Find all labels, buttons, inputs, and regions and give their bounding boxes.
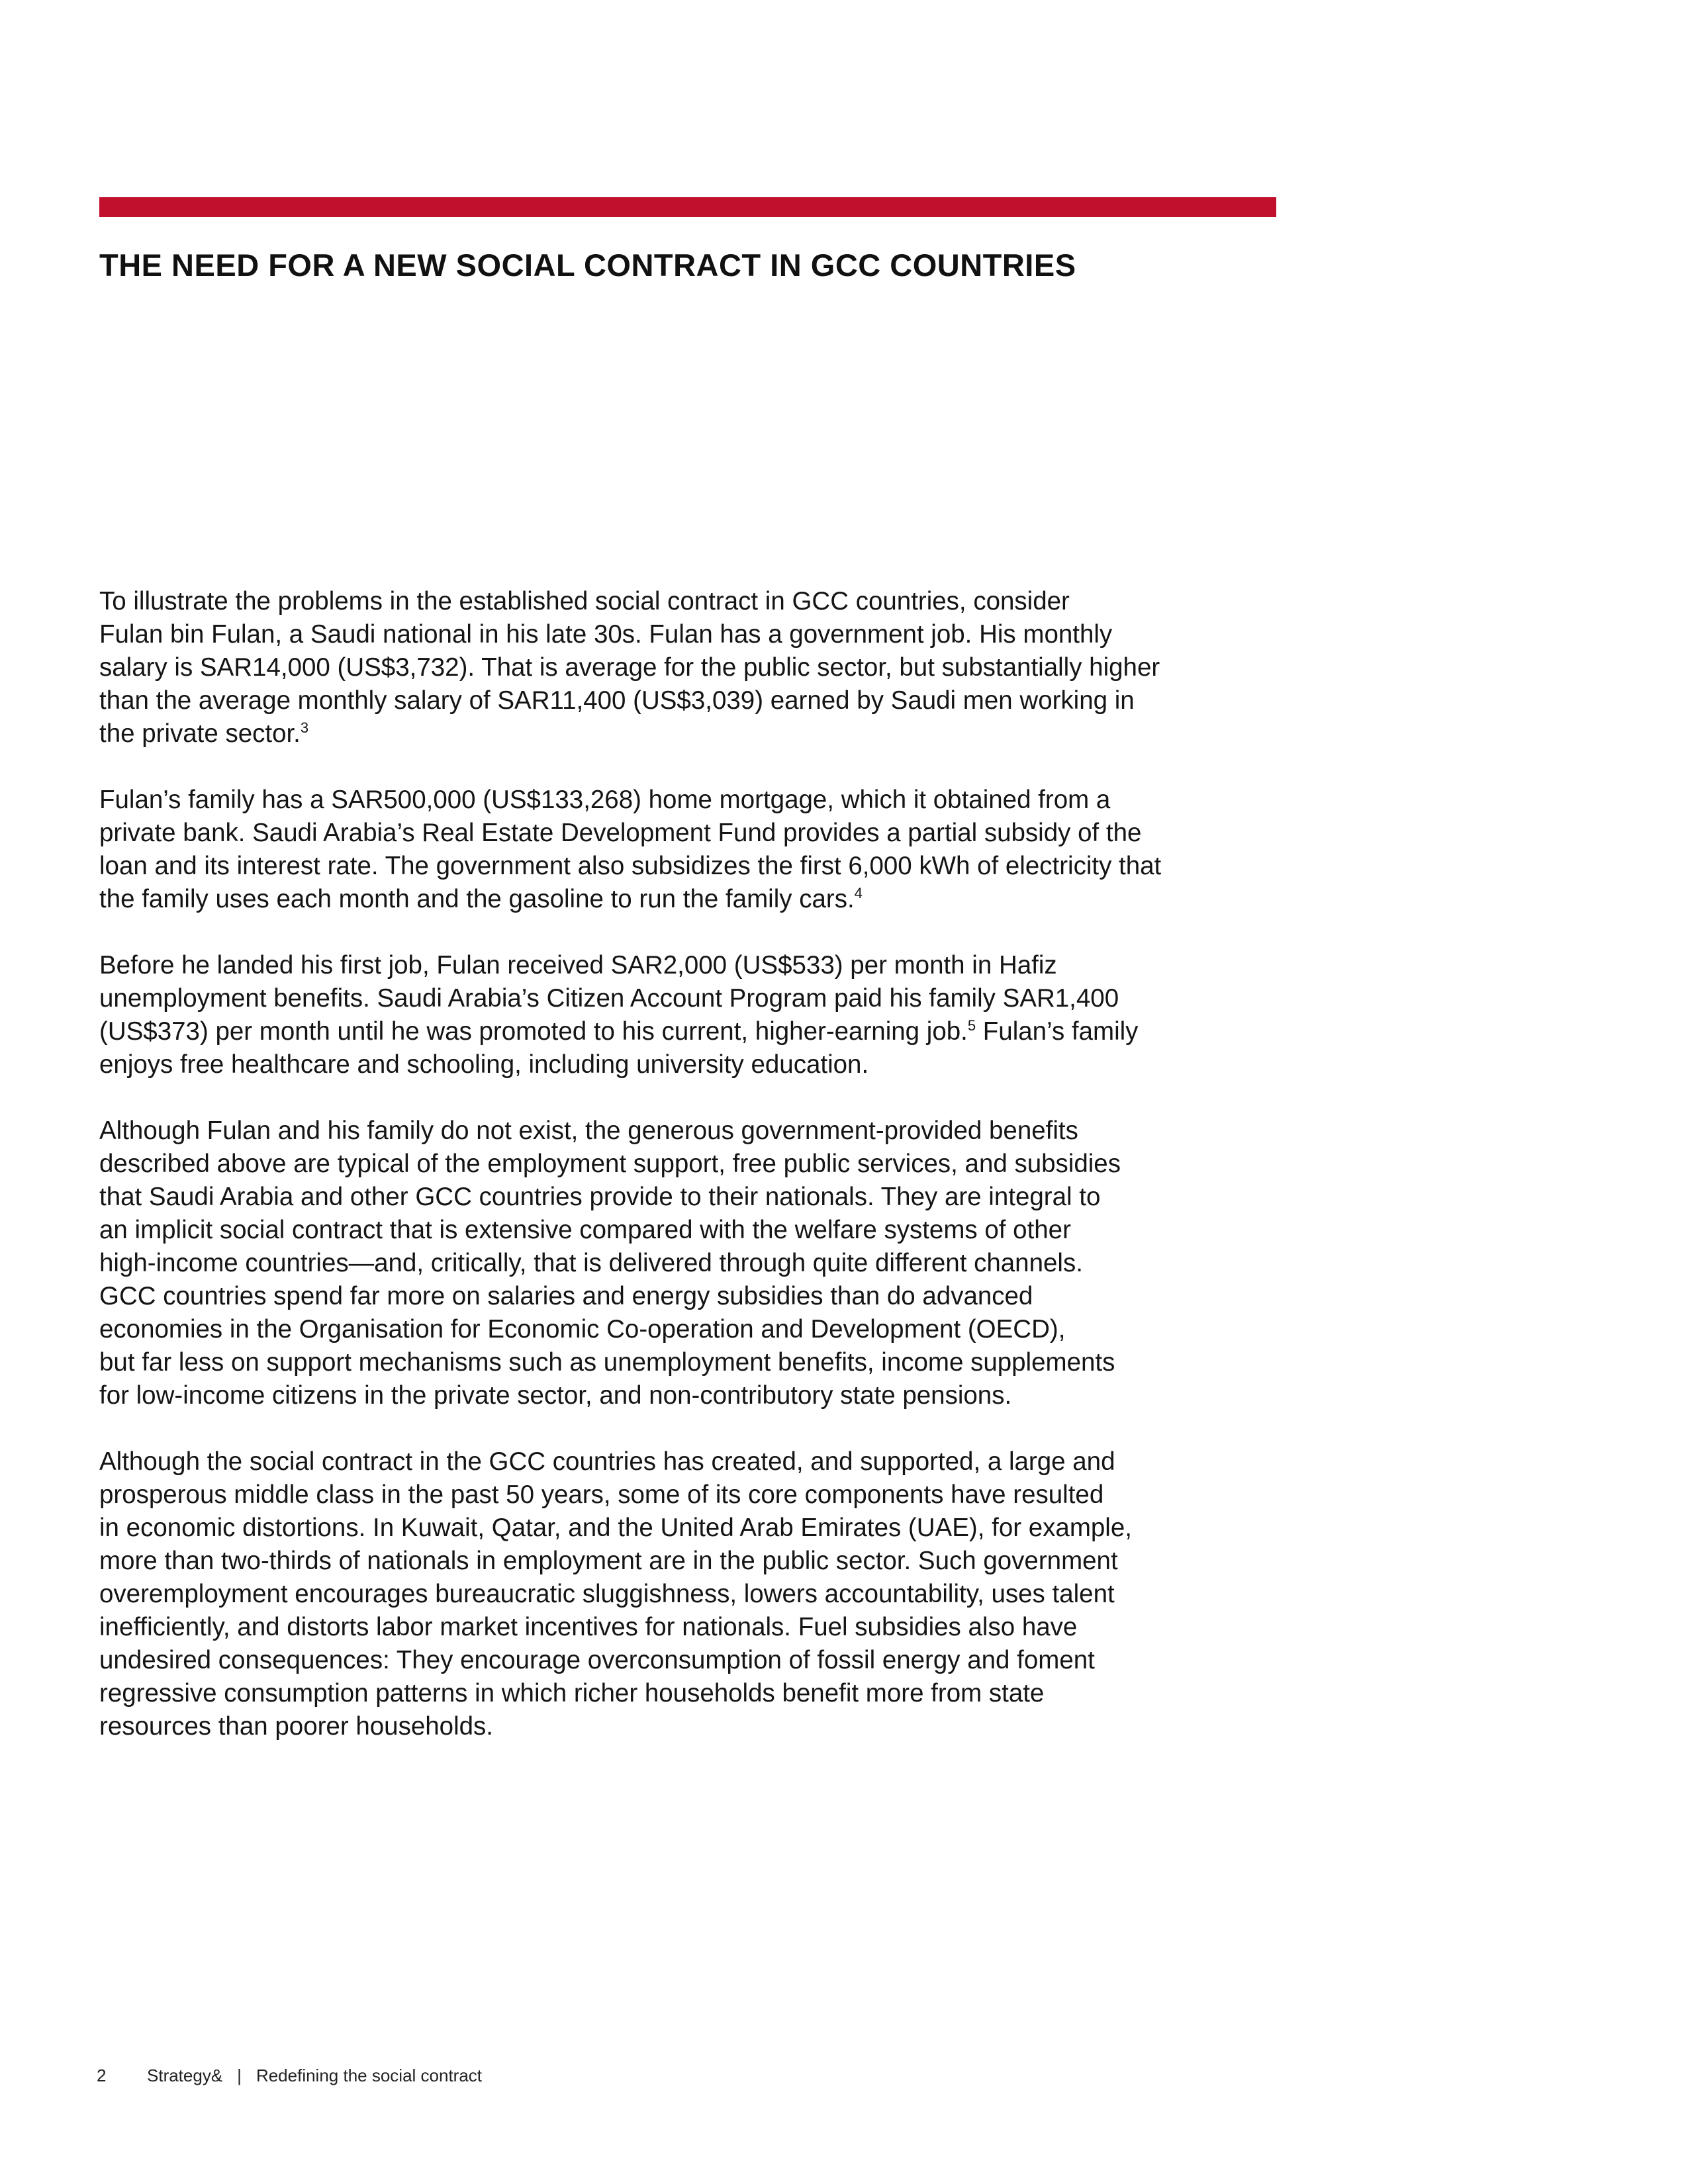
paragraph-line: more than two-thirds of nationals in employment are in the public sector. Such government	[99, 1547, 1118, 1575]
paragraph-line: unemployment benefits. Saudi Arabia’s Citizen Account Program paid his family SAR1,400	[99, 984, 1119, 1013]
paragraph-3	[99, 949, 1284, 1081]
footnote-marker: 3	[300, 719, 309, 736]
footnote-marker: 4	[854, 885, 863, 901]
paragraph-line: regressive consumption patterns in which richer households benefit more from state	[99, 1679, 1045, 1707]
paragraph-line: for low-income citizens in the private sector, and non-contributory state pensions.	[99, 1381, 1012, 1410]
paragraph-line	[99, 883, 1284, 916]
paragraph-line	[99, 717, 1284, 751]
paragraph-line	[99, 1015, 1284, 1048]
paragraph-line: in economic distortions. In Kuwait, Qatar, and the United Arab Emirates (UAE), for example,	[99, 1514, 1132, 1542]
line-text: the family uses each month and the gasoline to run the family cars.	[99, 885, 855, 913]
red-accent-bar	[99, 197, 1276, 217]
paragraph-line: undesired consequences: They encourage overconsumption of fossil energy and foment	[99, 1646, 1095, 1674]
paragraph-line: Fulan’s family has a SAR500,000 (US$133,268) home mortgage, which it obtained from a	[99, 786, 1111, 814]
paragraph-line: Fulan bin Fulan, a Saudi national in his late 30s. Fulan has a government job. His monthly	[99, 620, 1113, 649]
footer-brand: Strategy&	[147, 2066, 223, 2085]
paragraph-1	[99, 585, 1284, 751]
paragraph-line: economies in the Organisation for Economic Co-operation and Development (OECD),	[99, 1315, 1066, 1343]
paragraph-2	[99, 784, 1284, 916]
paragraph-4	[99, 1115, 1284, 1412]
paragraph-line: than the average monthly salary of SAR11,400 (US$3,039) earned by Saudi men working in	[99, 686, 1135, 715]
footnote-marker: 5	[967, 1017, 976, 1034]
line-text: (US$373) per month until he was promoted to his current, higher-earning job.	[99, 1017, 968, 1046]
paragraph-line: Although the social contract in the GCC countries has created, and supported, a large and	[99, 1447, 1115, 1476]
page-footer	[97, 2065, 482, 2086]
paragraph-line: an implicit social contract that is extensive compared with the welfare systems of other	[99, 1216, 1071, 1244]
footer-separator: |	[237, 2066, 242, 2085]
paragraph-line: Although Fulan and his family do not exist, the generous government-provided benefits	[99, 1116, 1078, 1145]
paragraph-line: but far less on support mechanisms such as unemployment benefits, income supplements	[99, 1348, 1115, 1377]
paragraph-line: resources than poorer households.	[99, 1712, 493, 1741]
paragraph-line: that Saudi Arabia and other GCC countries provide to their nationals. They are integral to	[99, 1183, 1101, 1211]
body-text	[99, 585, 1284, 1776]
paragraph-line: private bank. Saudi Arabia’s Real Estate Development Fund provides a partial subsidy of the	[99, 819, 1142, 847]
paragraph-line: GCC countries spend far more on salaries and energy subsidies than do advanced	[99, 1282, 1033, 1310]
page-number: 2	[97, 2066, 107, 2085]
line-text: the private sector.	[99, 719, 301, 748]
footer-publication-title: Redefining the social contract	[256, 2066, 483, 2085]
paragraph-line: overemployment encourages bureaucratic sluggishness, lowers accountability, uses talent	[99, 1580, 1115, 1608]
line-text: Fulan’s family	[976, 1017, 1139, 1046]
paragraph-5	[99, 1445, 1284, 1743]
paragraph-line: inefficiently, and distorts labor market incentives for nationals. Fuel subsidies also have	[99, 1613, 1078, 1641]
paragraph-line: loan and its interest rate. The government also subsidizes the first 6,000 kWh of electricity that	[99, 852, 1162, 880]
section-title: THE NEED FOR A NEW SOCIAL CONTRACT IN GCC COUNTRIES	[99, 248, 1076, 283]
paragraph-line: high-income countries—and, critically, that is delivered through quite different channels.	[99, 1249, 1083, 1277]
paragraph-line: Before he landed his first job, Fulan received SAR2,000 (US$533) per month in Hafiz	[99, 951, 1057, 979]
paragraph-line: described above are typical of the employment support, free public services, and subsidies	[99, 1150, 1121, 1178]
paragraph-line: To illustrate the problems in the established social contract in GCC countries, consider	[99, 587, 1070, 615]
paragraph-line: salary is SAR14,000 (US$3,732). That is average for the public sector, but substantially higher	[99, 653, 1160, 682]
paragraph-line: prosperous middle class in the past 50 years, some of its core components have resulted	[99, 1480, 1104, 1509]
paragraph-line: enjoys free healthcare and schooling, including university education.	[99, 1050, 869, 1079]
